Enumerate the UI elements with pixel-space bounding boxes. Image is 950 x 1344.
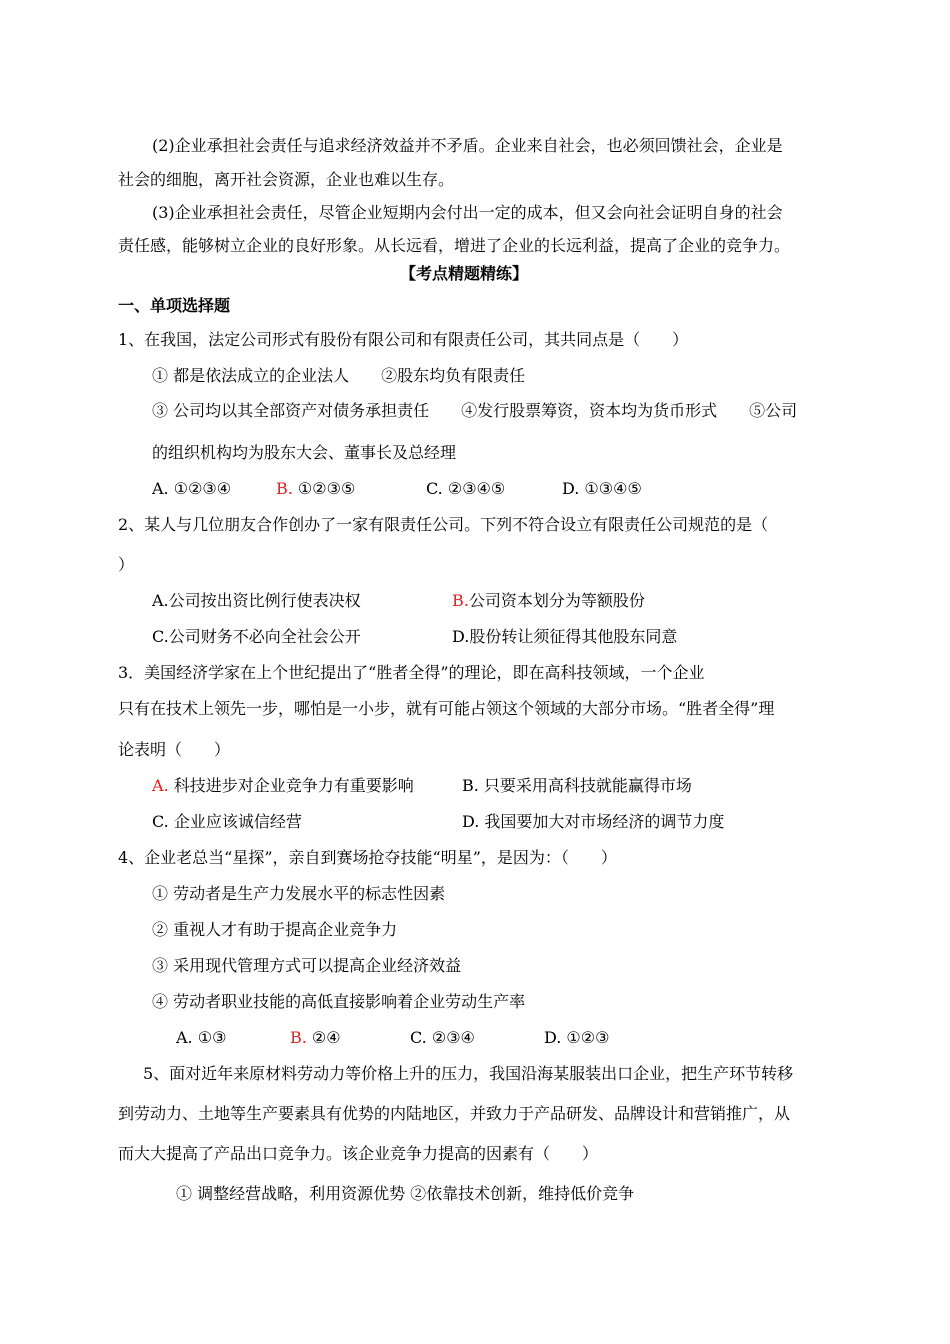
intro-p3-line2: 责任感，能够树立企业的良好形象。从长远看，增进了企业的长远利益，提高了企业的竞争力。 [118,236,791,255]
intro-p2-line2: 社会的细胞，离开社会资源，企业也难以生存。 [118,170,455,189]
q4-option-d: D. ①②③ [544,1028,610,1047]
q1-option-b-text: ①②③⑤ [292,479,356,498]
q3-option-c: C. 企业应该诚信经营 [152,812,302,831]
section-title: 【考点精题精练】 [400,264,529,283]
q5-stem-line2: 到劳动力、土地等生产要素具有优势的内陆地区，并致力于产品研发、品牌设计和营销推广，从 [118,1104,791,1123]
intro-p2-line1: (2)企业承担社会责任与追求经济效益并不矛盾。企业来自社会，也必须回馈社会，企业是 [152,136,783,155]
q4-option-b-letter: B. [290,1028,307,1047]
q1-stem: 1、在我国，法定公司形式有股份有限公司和有限责任公司，其共同点是（ ） [118,330,689,349]
q1-items-line1: ① 都是依法成立的企业法人 ②股东均负有限责任 [152,366,526,385]
q2-option-b [452,591,645,611]
q4-option-b-text: ②④ [306,1028,341,1047]
q1-option-d: D. ①③④⑤ [562,479,642,498]
q2-stem-line2: ） [118,555,135,574]
q4-item-1: ① 劳动者是生产力发展水平的标志性因素 [152,884,446,903]
q3-option-a-letter: A. [152,776,169,795]
q5-stem-line3: 而大大提高了产品出口竞争力。该企业竞争力提高的因素有（ ） [118,1144,599,1163]
q2-option-a: A.公司按出资比例行使表决权 [152,591,361,610]
q3-stem-line3: 论表明（ ） [118,740,231,759]
q4-item-3: ③ 采用现代管理方式可以提高企业经济效益 [152,956,462,975]
q2-option-c: C.公司财务不必向全社会公开 [152,627,361,646]
q4-option-b [290,1028,341,1048]
q5-items-line1: ① 调整经营战略，利用资源优势 ②依靠技术创新，维持低价竞争 [176,1184,635,1203]
q4-stem: 4、企业老总当“星探”，亲自到赛场抢夺技能“明星”，是因为：（ ） [118,848,617,867]
q2-option-b-text: 公司资本划分为等额股份 [468,591,645,610]
q1-items-line2: ③ 公司均以其全部资产对债务承担责任 ④发行股票筹资，资本均为货币形式 ⑤公司 [152,401,798,420]
q5-stem-line1: 5、面对近年来原材料劳动力等价格上升的压力，我国沿海某服装出口企业，把生产环节转移 [143,1064,794,1083]
q2-option-d: D.股份转让须征得其他股东同意 [452,627,678,646]
q4-option-a: A. ①③ [176,1028,227,1047]
q1-option-a: A. ①②③④ [152,479,232,498]
intro-p3-line1: (3)企业承担社会责任，尽管企业短期内会付出一定的成本，但又会向社会证明自身的社会 [152,203,783,222]
q3-stem-line2: 只有在技术上领先一步，哪怕是一小步，就有可能占领这个领域的大部分市场。“胜者全得”理 [118,699,775,718]
q4-option-c: C. ②③④ [410,1028,475,1047]
q3-option-b: B. 只要采用高科技就能赢得市场 [462,776,692,795]
q3-option-a [152,776,414,796]
q4-item-4: ④ 劳动者职业技能的高低直接影响着企业劳动生产率 [152,992,526,1011]
q3-option-d: D. 我国要加大对市场经济的调节力度 [462,812,725,831]
part-title: 一、单项选择题 [118,296,231,315]
q3-option-a-text: 科技进步对企业竞争力有重要影响 [168,776,414,795]
q1-items-line3: 的组织机构均为股东大会、董事长及总经理 [152,443,457,462]
q1-option-b [276,479,355,499]
q3-stem-line1: 3．美国经济学家在上个世纪提出了“胜者全得”的理论，即在高科技领域，一个企业 [118,663,705,682]
q2-option-b-letter: B. [452,591,469,610]
q2-stem-line1: 2、某人与几位朋友合作创办了一家有限责任公司。下列不符合设立有限责任公司规范的是（ [118,515,769,534]
q1-option-c: C. ②③④⑤ [426,479,506,498]
q1-option-b-letter: B. [276,479,293,498]
q4-item-2: ② 重视人才有助于提高企业竞争力 [152,920,398,939]
